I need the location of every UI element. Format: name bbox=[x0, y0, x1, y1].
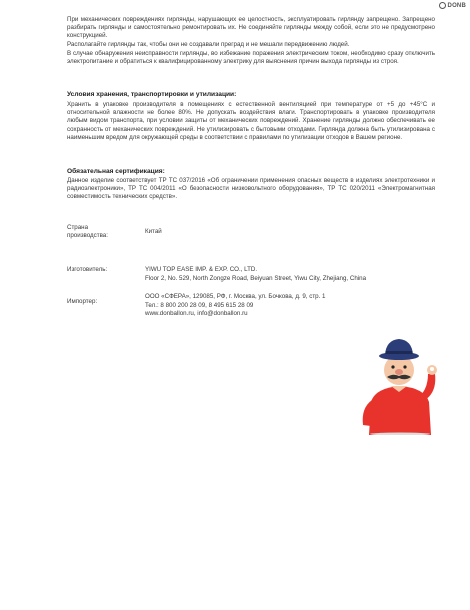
mascot-body bbox=[369, 386, 431, 435]
certification-title: Обязательная сертификация: bbox=[67, 168, 165, 175]
logo-circle-icon bbox=[439, 2, 446, 9]
mascot-nose bbox=[395, 369, 403, 375]
country-label: Страна производства: bbox=[67, 224, 108, 240]
importer-value bbox=[145, 293, 326, 319]
mascot-eye-left bbox=[391, 365, 394, 368]
storage-title: Условия хранения, транспортировки и утилизации: bbox=[67, 91, 237, 98]
warning-paragraph-1: При механических повреждениях гирлянды, нарушающих ее целостность, эксплуатировать гирлянду запрещено. Запрещено разбирать гирлянды и самостоятельно ремонтировать их. Не соединяйте гирлянды между собой, если это не предусмотрено конструкцией. bbox=[67, 16, 435, 40]
importer-name-address: ООО «СФЕРА», 129085, РФ, г. Москва, ул. Бочкова, д. 9, стр. 1 bbox=[145, 293, 326, 300]
warning-paragraph-2: Располагайте гирлянды так, чтобы они не создавали преград и не мешали передвижению людей. bbox=[67, 41, 350, 48]
country-value: Китай bbox=[145, 228, 162, 235]
mascot-eye-right bbox=[403, 365, 406, 368]
mascot-illustration bbox=[355, 330, 445, 435]
manufacturer-name: YIWU TOP EASE IMP. & EXP. CO., LTD. bbox=[145, 266, 258, 273]
brand-logo bbox=[439, 2, 466, 9]
mascot-right-arm bbox=[420, 374, 435, 400]
manufacturer-label: Изготовитель: bbox=[67, 266, 108, 273]
manufacturer-address: Floor 2, No. 529, North Zongze Road, Beiyuan Street, Yiwu City, Zhejiang, China bbox=[145, 274, 367, 282]
certification-text: Данное изделие соответствует ТР ТС 037/2016 «Об ограничении применения опасных веществ в изделиях электротехники и радиоэлектроники», ТР ТС 004/2011 «О безопасности низковольтного оборудования», ТР ТС 020/2011 «Электромагнитная совместимость технических средств». bbox=[67, 177, 435, 201]
warning-paragraph-3: В случае обнаружения неисправности гирлянды, во избежание поражения электрическим током, необходимо сразу отключить электропитание и обратиться к квалифицированному электрику для выяснения причин выхода гирлянды из строя. bbox=[67, 50, 435, 66]
logo-text: DONB bbox=[447, 3, 466, 10]
storage-text: Хранить в упаковке производителя в помещениях с естественной вентиляцией при температуре от +5 до +45°С и относительной влажности не более 80%. Не допускать воздействия влаги. Транспортировать в упаковке производителя любым видом транспорта, при условии защиты от механических повреждений. Хранение гирлянды должно обеспечивать ее сохранность от механических повреждений. Не утилизировать с бытовыми отходами. Гирлянда должна быть утилизирована с наименьшим вредом для окружающей среды в соответствии с правилами по утилизации отходов в Вашем регионе. bbox=[67, 101, 435, 141]
manufacturer-value bbox=[145, 266, 366, 283]
importer-contacts: www.donballon.ru, info@donballon.ru bbox=[145, 310, 248, 318]
importer-label: Импортер: bbox=[67, 298, 98, 305]
importer-phone: Тел.: 8 800 200 28 09, 8 495 615 28 09 bbox=[145, 301, 254, 309]
